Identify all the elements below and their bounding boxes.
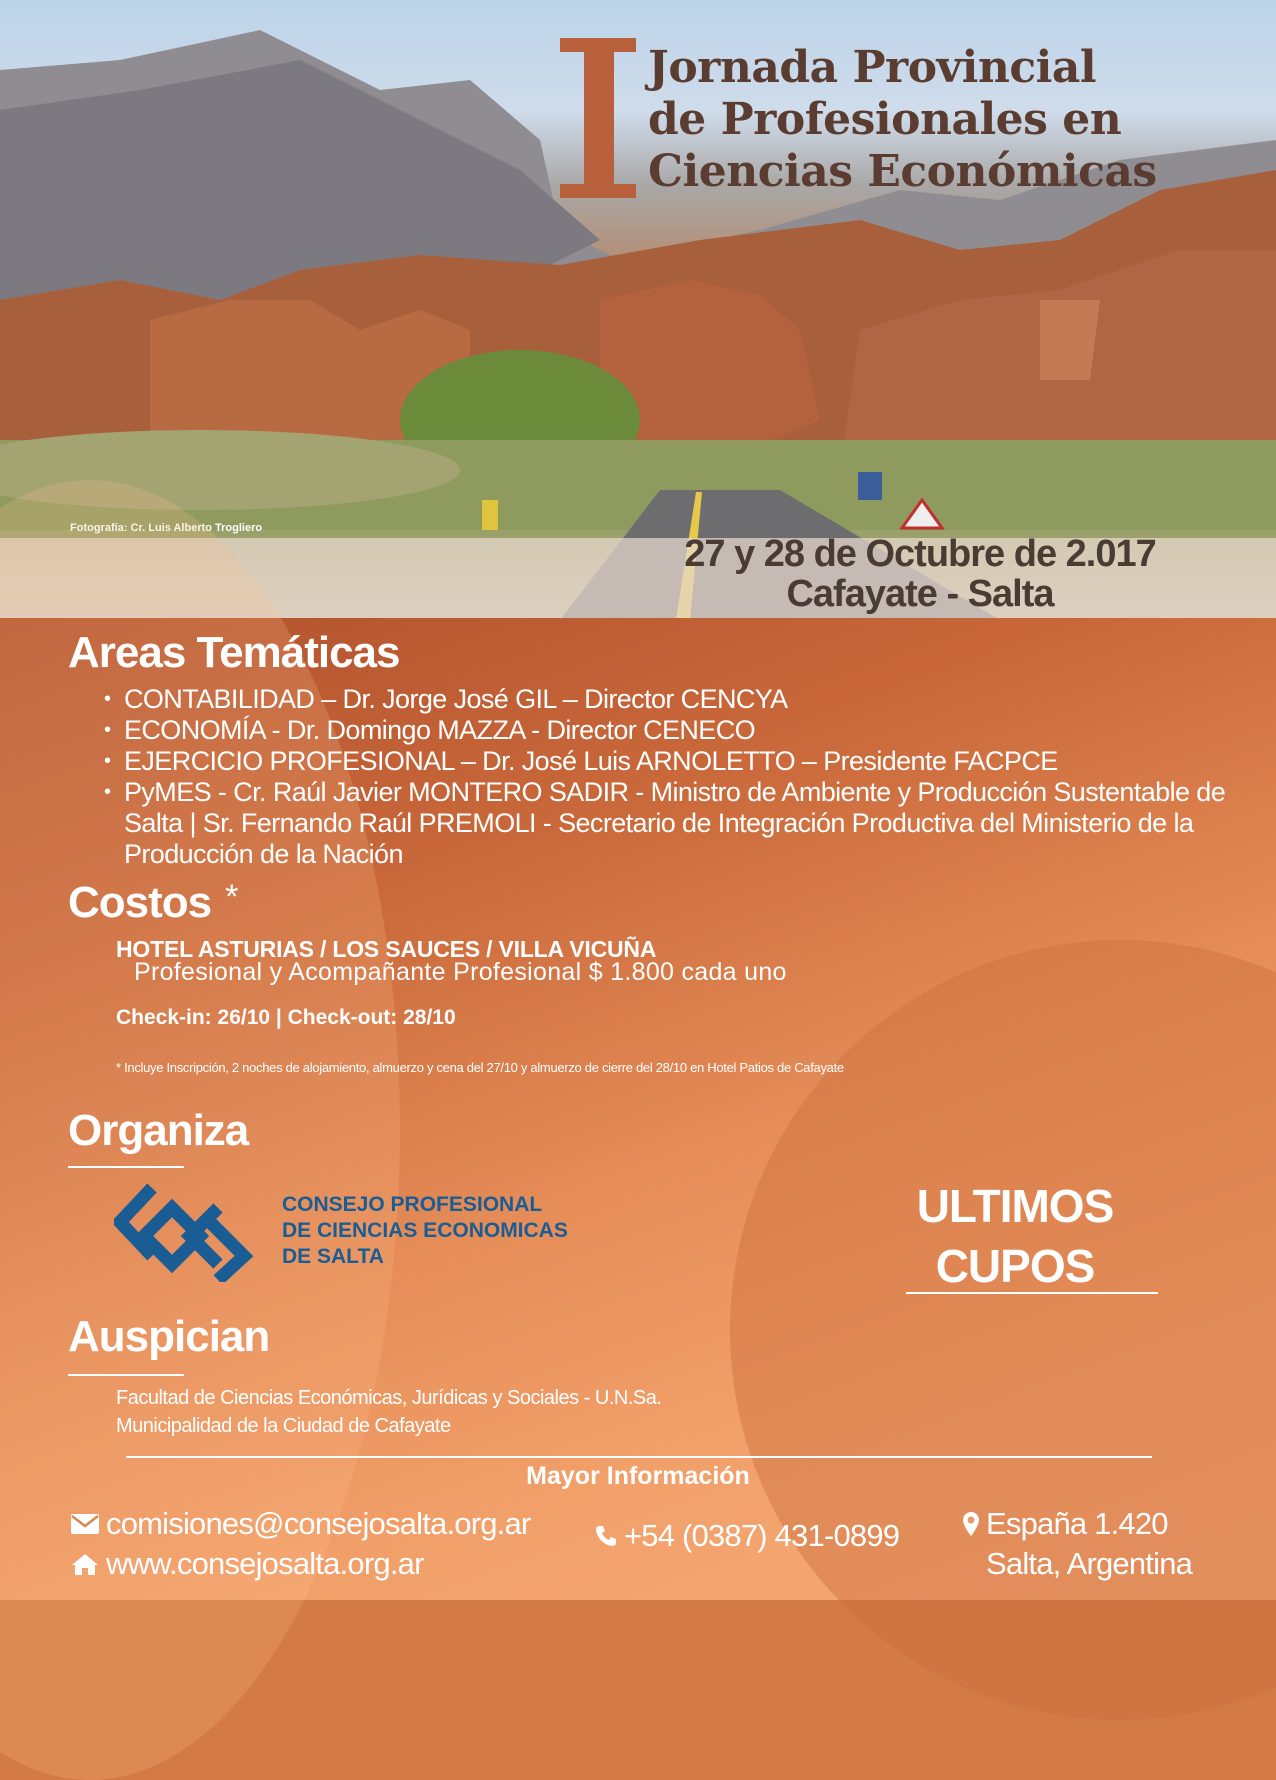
price-text: Profesional y Acompañante Profesional $ 1.800 cada uno [134, 958, 787, 986]
address-city: Salta, Argentina [986, 1546, 1193, 1581]
address: España 1.420 [962, 1506, 1168, 1542]
sponsors-list [116, 1384, 661, 1440]
photo-credit: Fotografía: Cr. Luis Alberto Trogliero [70, 522, 263, 534]
phone-link[interactable]: +54 (0387) 431-0899 [594, 1518, 899, 1554]
title-line-3: Ciencias Económicas [648, 146, 1157, 197]
costs-footnote: * Incluye Inscripción, 2 noches de alojamiento, almuerzo y cena del 27/10 y almuerzo de cierre del 28/10 en Hotel Patios de Cafayate [116, 1060, 844, 1075]
hotels-list: HOTEL ASTURIAS / LOS SAUCES / VILLA VICUÑA [116, 936, 657, 962]
list-item: Facultad de Ciencias Económicas, Jurídicas y Sociales - U.N.Sa. [116, 1387, 662, 1409]
areas-list [104, 684, 1254, 870]
costs-asterisk: * [225, 878, 238, 916]
title-line-2: de Profesionales en [648, 94, 1122, 145]
event-title [648, 42, 1157, 198]
title-line-1: Jornada Provincial [648, 42, 1097, 93]
ultimos-cupos-badge: ULTIMOS CUPOS [916, 1180, 1114, 1292]
home-icon [70, 1552, 100, 1576]
checkin-text: Check-in: 26/10 | Check-out: 28/10 [116, 1006, 456, 1029]
divider [906, 1292, 1158, 1294]
map-pin-icon [962, 1511, 980, 1537]
organizer-name: CONSEJO PROFESIONAL DE CIENCIAS ECONOMICAS DE SALTA [282, 1193, 568, 1268]
cpce-logo [114, 1182, 256, 1282]
more-info-heading: Mayor Información [526, 1462, 750, 1490]
event-date: 27 y 28 de Octubre de 2.017 [684, 533, 1156, 575]
phone-icon [594, 1524, 618, 1548]
divider [68, 1374, 184, 1376]
divider [68, 1166, 184, 1168]
envelope-icon [70, 1513, 100, 1535]
auspician-heading: Auspician [68, 1312, 270, 1361]
email-link[interactable]: comisiones@consejosalta.org.ar [70, 1506, 530, 1542]
event-date-place [560, 534, 1276, 614]
roman-numeral-one [560, 38, 636, 198]
list-item: Municipalidad de la Ciudad de Cafayate [116, 1415, 451, 1437]
list-item: • PyMES - Cr. Raúl Javier MONTERO SADIR - Ministro de Ambiente y Producción Sustentable de Salta | Sr. Fernando Raúl PREMOLI - Secretario de Integración Productiva del Ministerio de la Producción de la Nación [104, 777, 1254, 870]
divider [126, 1456, 1152, 1458]
list-item: • ECONOMÍA - Dr. Domingo MAZZA - Director CENECO [104, 715, 1254, 746]
organiza-heading: Organiza [68, 1106, 249, 1155]
areas-heading: Areas Temáticas [68, 628, 400, 677]
list-item: • CONTABILIDAD – Dr. Jorge José GIL – Director CENCYA [104, 684, 1254, 715]
list-item: • EJERCICIO PROFESIONAL – Dr. José Luis ARNOLETTO – Presidente FACPCE [104, 746, 1254, 777]
website-link[interactable]: www.consejosalta.org.ar [70, 1546, 424, 1582]
event-place: Cafayate - Salta [786, 573, 1054, 615]
costs-heading-text: Costos [68, 878, 212, 927]
costs-heading [68, 878, 237, 928]
